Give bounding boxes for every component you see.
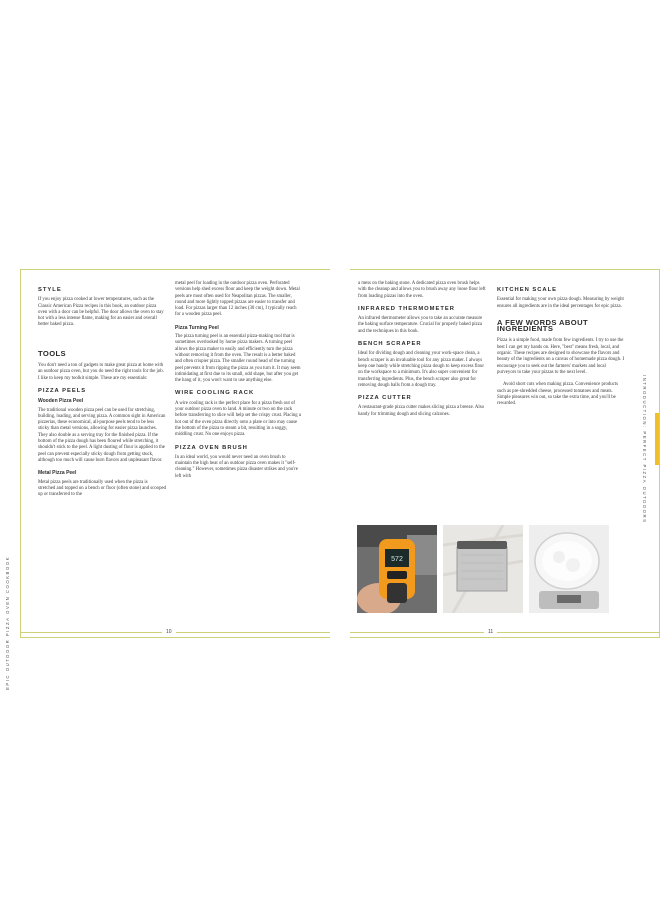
svg-text:572: 572: [391, 556, 403, 563]
cooling-rack-heading: WIRE COOLING RACK: [175, 390, 255, 397]
tools-heading: TOOLS: [38, 348, 67, 358]
wooden-peel-subheading: Wooden Pizza Peel: [38, 398, 84, 405]
right-page-column-1: [358, 281, 486, 424]
running-head-right: INTRODUCTION: PERFECT PIZZA OUTDOORS: [642, 375, 647, 524]
cooling-rack-text: A wire cooling rack is the perfect place for a pizza fresh out of your outdoor pizza oven to land. A minute or two on the rack before transferring to slice will help set the crispy crust. Placing a hot out of the oven pizza directly onto a plate or into may cause the bottom of the pizza to steam a bit, resulting in a soggy, middling crust. No one enjoys pizza.: [175, 400, 302, 438]
wooden-peel-text: The traditional wooden pizza peel can be used for stretching, building, loading, and serving pizza. A common sight in American pizzerias, these economical, all-purpose peels tend to be less sticky than metal versions, allowing for easier pizza launches. They also double as a serving tray for the finished pizza. If the bottom of the pizza dough has been floured while stretching, it shouldn't stick to the peel. A light dusting of flour is applied to the peel can prevent especially sticky dough from getting stuck, although too much will cause burn flavors and unpleasant flavor.: [38, 407, 166, 463]
tools-text: You don't need a ton of gadgets to make great pizza at home with an outdoor pizza oven, but you do need the right tools for the job. I like to keep my toolkit simple. These are my essentials:: [38, 363, 164, 381]
right-page-column-2: [497, 281, 625, 413]
kitchen-scale-photo: [529, 525, 609, 613]
running-head-left: EPIC OUTDOOR PIZZA OVEN COOKBOOK: [5, 556, 10, 690]
bench-scraper-text: Ideal for dividing dough and cleaning your work-space clean, a bench scraper is an invaluable tool for any pizza maker. I always keep one handy while stretching pizza dough to keep excess flour on the workspace to a minimum. It's also super convenient for transferring ingredients. Plus, the bench scraper also great for removing dough balls from a dough tray.: [358, 351, 485, 388]
bench-scraper-heading: BENCH SCRAPER: [358, 341, 422, 348]
metal-peel-subheading: Metal Pizza Peel: [38, 470, 77, 477]
page-number-right: 11: [484, 629, 497, 635]
ingredients-paragraph-1: Pizza is a simple food, made from few ingredients. I try to use the best I can get my hands on. Here, "best" means fresh, local, and organic. These recipes are designed to showcase the flavors and beauty of the ingredients on a canvas of homemade pizza dough. I encourage you to seek out the farmers' markets and local purveyors to take your pizzas to the next level.: [497, 338, 625, 375]
bench-scraper-photo: [443, 525, 523, 613]
oven-brush-text: In an ideal world, you would never need an oven brush to maintain the high heat of an outdoor pizza oven makes it "self-cleaning." However, sometimes pizza disaster strikes and you're left with: [175, 454, 298, 479]
thermometer-heading: INFRARED THERMOMETER: [358, 305, 455, 312]
metal-peel-text: Metal pizza peels are traditionally used when the pizza is stretched and topped on a bench or floor (often stone) and scooped up or transferred to the: [38, 479, 167, 498]
metal-peel-continued-text: metal peel for loading in the outdoor pizza oven. Perforated versions help shed excess flour and keep the weight down. Metal peels are most often used for Neapolitan pizzas. The smaller, round and more lightly topped pizzas are easier to transfer and load. For pizzas larger than 12 inches (30 cm), I typically reach for a wooden pizza peel.: [175, 281, 300, 318]
pizza-peels-heading: PIZZA PEELS: [38, 387, 87, 394]
left-page-column-1: [38, 281, 166, 504]
right-footer-rule: [350, 632, 660, 633]
turning-peel-subheading: Pizza Turning Peel: [175, 324, 219, 331]
pizza-cutter-heading: PIZZA CUTTER: [358, 395, 412, 402]
ingredients-heading: A FEW WORDS ABOUT INGREDIENTS: [497, 317, 589, 334]
left-page-column-2: [175, 281, 303, 486]
pizza-cutter-text: A restaurant-grade pizza cutter makes slicing pizza a breeze. Also handy for trimming dough and slicing calzones.: [358, 405, 484, 417]
page-number-left: 10: [162, 629, 176, 635]
oven-brush-continued-text: a mess on the baking stone. A dedicated pizza oven brush helps with the cleanup and allows you to brush away any loose flour left from loading pizzas into the oven.: [358, 281, 486, 299]
book-spread: [20, 269, 660, 638]
thermometer-text: An infrared thermometer allows you to take an accurate measure the baking surface temperature. Crucial for properly baked pizza and the techniques in this book.: [358, 316, 483, 334]
turning-peel-text: The pizza turning peel is an essential pizza-making tool that is sometimes overlooked by home pizza makers. A turning peel allows the pizza maker to easily and efficiently turn the pizza without removing it from the oven. The result is a better baked and often crispier pizza. The smaller round head of the turning peel prevents it from ripping the pizza as you turn it. It may seem intimidating at first due to its small, odd shape, but after you get the hang of it, you won't want to use anything else.: [175, 334, 301, 384]
kitchen-scale-heading: KITCHEN SCALE: [497, 287, 558, 293]
oven-brush-heading: PIZZA OVEN BRUSH: [175, 444, 248, 451]
ingredients-paragraph-2: Avoid short cuts when making pizza. Convenience products such as pre-shredded cheese, processed tomatoes and meats. Simple pleasures win out, so take the extra time, and you'll be rewarded.: [497, 382, 619, 407]
style-heading: STYLE: [38, 287, 62, 293]
style-text: If you enjoy pizza cooked at lower temperatures, such as the Classic American Pizza recipes in this book, an outdoor pizza oven with a door can be helpful. The door allows the oven to stay hot with a less intense flame, making for an easier and overall better baked pizza.: [38, 297, 164, 328]
kitchen-scale-text: Essential for making your own pizza dough. Measuring by weight ensures all ingredients are in the ideal percentages for epic pizza.: [497, 297, 624, 309]
infrared-thermometer-photo: [357, 525, 437, 613]
